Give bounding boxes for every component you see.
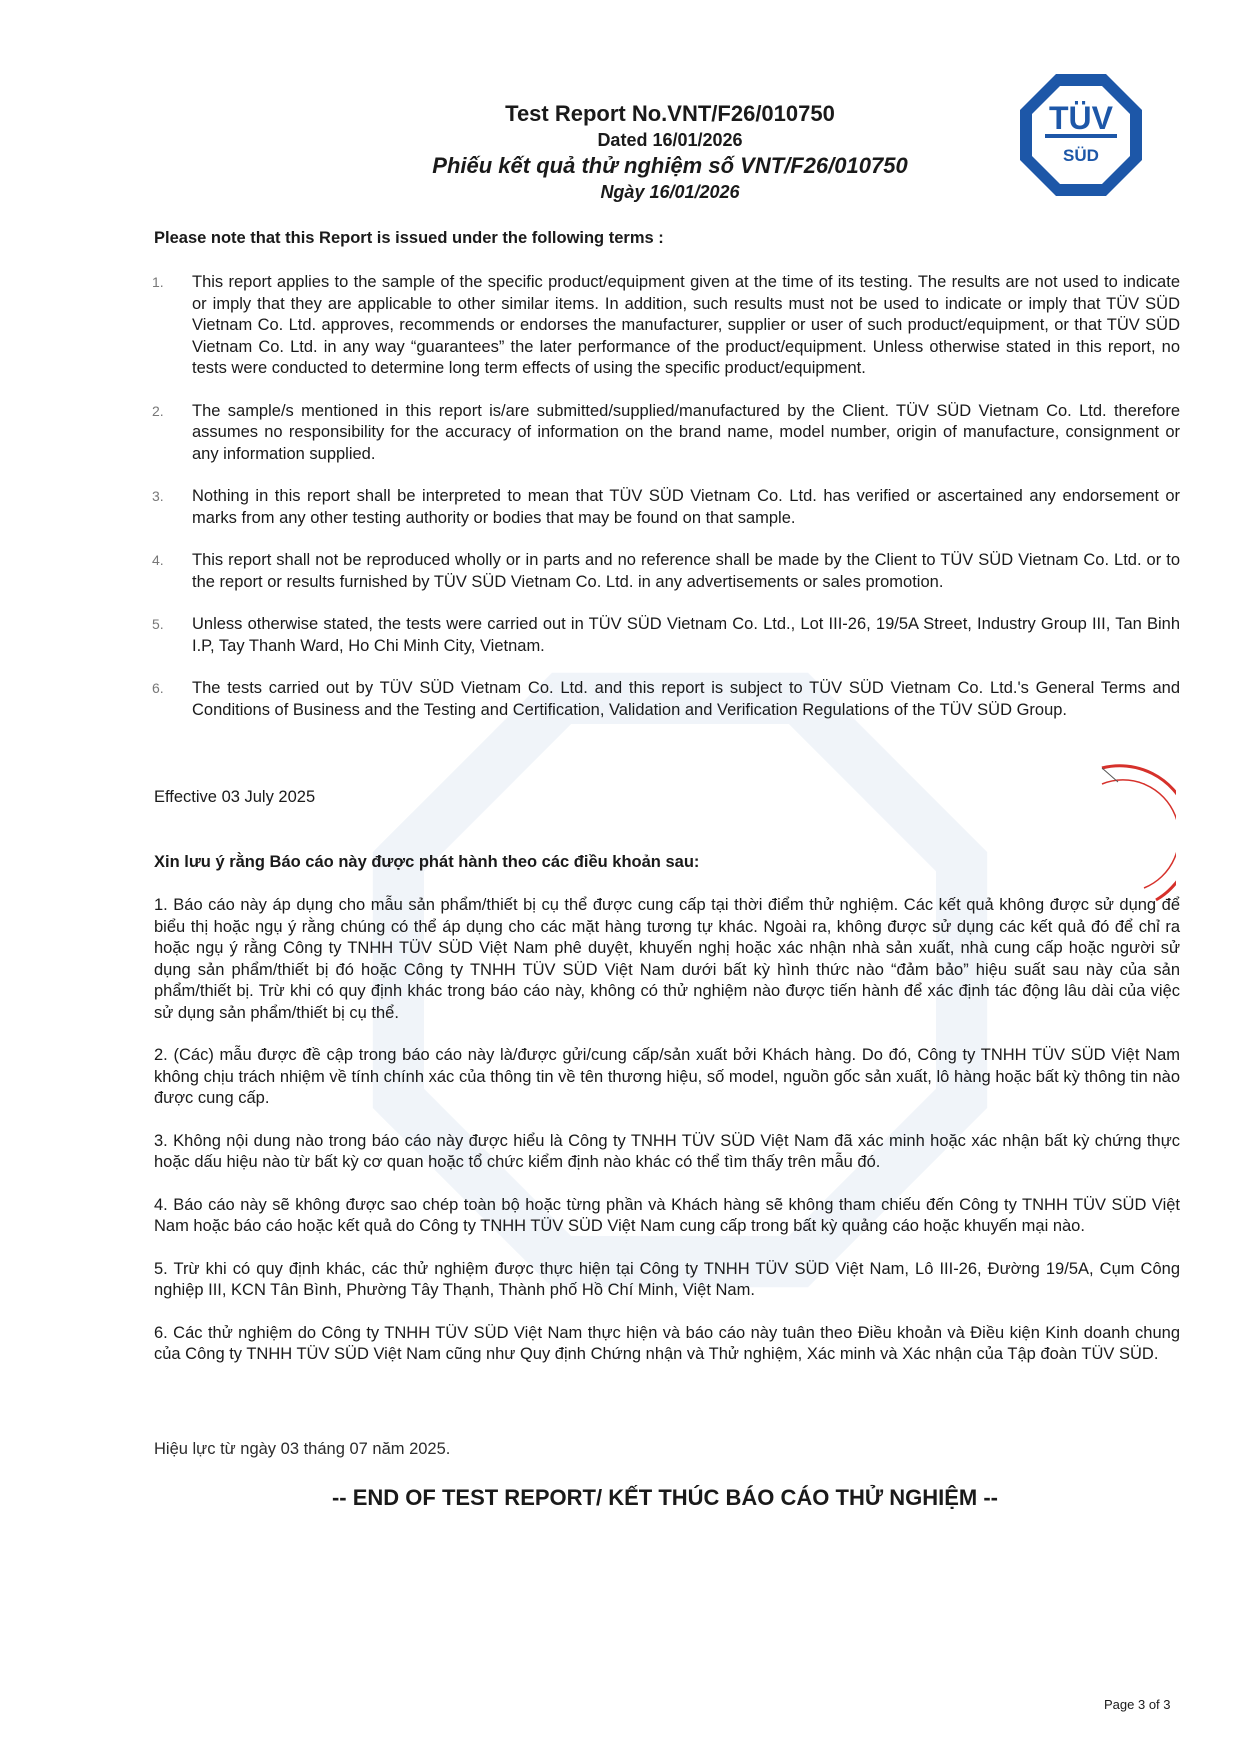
- term-item-vi: 5. Trừ khi có quy định khác, các thử nghiệm được thực hiện tại Công ty TNHH TÜV SÜD Việt Nam, Lô III-26, Đường 19/5A, Cụm Công nghiệp III, KCN Tân Bình, Phường Tây Thạnh, Thành phố Hồ Chí Minh, Việt Nam.: [154, 1259, 1180, 1299]
- report-header: [340, 100, 1000, 204]
- term-item-vi: 1. Báo cáo này áp dụng cho mẫu sản phẩm/thiết bị cụ thể được cung cấp tại thời điểm thử nghiệm. Các kết quả không được sử dụng để biểu thị hoặc ngụ ý rằng chúng có thể áp dụng cho các mặt hàng tương tự khác. Ngoài ra, không được sử dụng các kết quả đó để chỉ ra hoặc ngụ ý rằng Công ty TNHH TÜV SÜD Việt Nam phê duyệt, khuyến nghị hoặc xác nhận nhà sản xuất, nhà cung cấp hoặc người sử dụng sản phẩm/thiết bị đó hoặc Công ty TNHH TÜV SÜD Việt Nam dưới bất kỳ hình thức nào “đảm bảo” hiệu suất sau này của sản phẩm/thiết bị. Trừ khi có quy định khác trong báo cáo này, không có thử nghiệm nào được tiến hành để xác định tác động lâu dài của việc sử dụng sản phẩm/thiết bị cụ thể.: [154, 896, 1180, 1022]
- term-text: This report shall not be reproduced wholly or in parts and no reference shall be made by the Client to TÜV SÜD Vietnam Co. Ltd. or to the report or results furnished by TÜV SÜD Vietnam Co. Ltd. in any advertisements or sales promotion.: [192, 551, 1180, 591]
- company-seal-stamp: [1096, 760, 1176, 910]
- terms-intro-vi: Xin lưu ý rằng Báo cáo này được phát hành theo các điều khoản sau:: [154, 853, 700, 871]
- term-text: This report applies to the sample of the specific product/equipment given at the time of its testing. The results are not used to indicate or imply that they are applicable to other similar items. In addition, such results must not be used to indicate or imply that TÜV SÜD Vietnam Co. Ltd. approves, recommends or endorses the manufacturer, supplier or user of such product/equipment, or that TÜV SÜD Vietnam Co. Ltd. in any way “guarantees” the later performance of the product/equipment. Unless otherwise stated in this report, no tests were conducted to determine long term effects of using the specific product/equipment.: [192, 273, 1180, 377]
- logo-text-sud: SÜD: [1063, 146, 1099, 165]
- tuv-sud-logo: [1018, 72, 1144, 198]
- term-item-vi: 4. Báo cáo này sẽ không được sao chép toàn bộ hoặc từng phần và Khách hàng sẽ không tham chiếu đến Công ty TNHH TÜV SÜD Việt Nam hoặc báo cáo hoặc kết quả do Công ty TNHH TÜV SÜD Việt Nam cung cấp trong bất kỳ quảng cáo hoặc khuyến mại nào.: [154, 1195, 1180, 1235]
- report-title-en: Test Report No.VNT/F26/010750: [505, 101, 835, 126]
- term-number: 6.: [152, 680, 164, 696]
- page-number: Page 3 of 3: [1104, 1697, 1171, 1712]
- effective-date-vi: Hiệu lực từ ngày 03 tháng 07 năm 2025.: [154, 1440, 451, 1458]
- term-item-vi: 2. (Các) mẫu được đề cập trong báo cáo này là/được gửi/cung cấp/sản xuất bởi Khách hàng. Do đó, Công ty TNHH TÜV SÜD Việt Nam không chịu trách nhiệm về tính chính xác của thông tin về tên thương hiệu, số model, nguồn gốc sản xuất, lô hàng hoặc bất kỳ thông tin nào được cung cấp.: [154, 1046, 1180, 1107]
- term-item-vi: 6. Các thử nghiệm do Công ty TNHH TÜV SÜD Việt Nam thực hiện và báo cáo này tuân theo Điều khoản và Điều kiện Kinh doanh chung của Công ty TNHH TÜV SÜD Việt Nam cũng như Quy định Chứng nhận và Thử nghiệm, Xác minh và Xác nhận của Tập đoàn TÜV SÜD.: [154, 1323, 1180, 1363]
- report-title-vi: Phiếu kết quả thử nghiệm số VNT/F26/010750: [432, 153, 908, 178]
- term-text: The sample/s mentioned in this report is/are submitted/supplied/manufactured by the Client. TÜV SÜD Vietnam Co. Ltd. therefore assumes no responsibility for the accuracy of information on the brand name, model number, origin of manufacture, consignment or any information supplied.: [192, 401, 1180, 463]
- terms-intro-en: Please note that this Report is issued under the following terms :: [154, 229, 664, 247]
- term-item-en: [150, 401, 1180, 466]
- term-text: The tests carried out by TÜV SÜD Vietnam Co. Ltd. and this report is subject to TÜV SÜD Vietnam Co. Ltd.'s General Terms and Conditions of Business and the Testing and Certification, Validation and Verification Regulations of the TÜV SÜD Group.: [192, 679, 1180, 719]
- term-item-en: [150, 614, 1180, 657]
- report-date-en: Dated 16/01/2026: [597, 130, 743, 150]
- report-date-vi: Ngày 16/01/2026: [600, 182, 740, 202]
- term-item-en: [150, 272, 1180, 380]
- effective-date-en: Effective 03 July 2025: [154, 788, 316, 806]
- term-text: Nothing in this report shall be interpreted to mean that TÜV SÜD Vietnam Co. Ltd. has verified or ascertained any endorsement or marks from any other testing authority or bodies that may be found on that sample.: [192, 487, 1180, 527]
- term-number: 2.: [152, 402, 164, 419]
- terms-list-en: [150, 272, 1180, 742]
- term-item-vi: 3. Không nội dung nào trong báo cáo này được hiểu là Công ty TNHH TÜV SÜD Việt Nam đã xác minh hoặc xác nhận bất kỳ chứng thực hoặc dấu hiệu nào từ bất kỳ cơ quan hoặc tổ chức kiểm định nào khác có thể tìm thấy trên mẫu đó.: [154, 1131, 1180, 1171]
- term-item-en: [150, 486, 1180, 529]
- end-of-report-line: -- END OF TEST REPORT/ KẾT THÚC BÁO CÁO THỬ NGHIỆM --: [331, 1485, 998, 1510]
- term-text: Unless otherwise stated, the tests were carried out in TÜV SÜD Vietnam Co. Ltd., Lot III-26, 19/5A Street, Industry Group III, Tan Binh I.P, Tay Thanh Ward, Ho Chi Minh City, Vietnam.: [192, 615, 1180, 655]
- term-number: 4.: [152, 552, 164, 568]
- terms-list-vi: [154, 895, 1180, 1387]
- term-item-en: [150, 678, 1180, 721]
- logo-text-tuv: TÜV: [1049, 100, 1113, 136]
- term-number: 1.: [152, 274, 164, 290]
- term-item-en: [150, 550, 1180, 593]
- term-number: 3.: [152, 488, 164, 504]
- term-number: 5.: [152, 616, 164, 632]
